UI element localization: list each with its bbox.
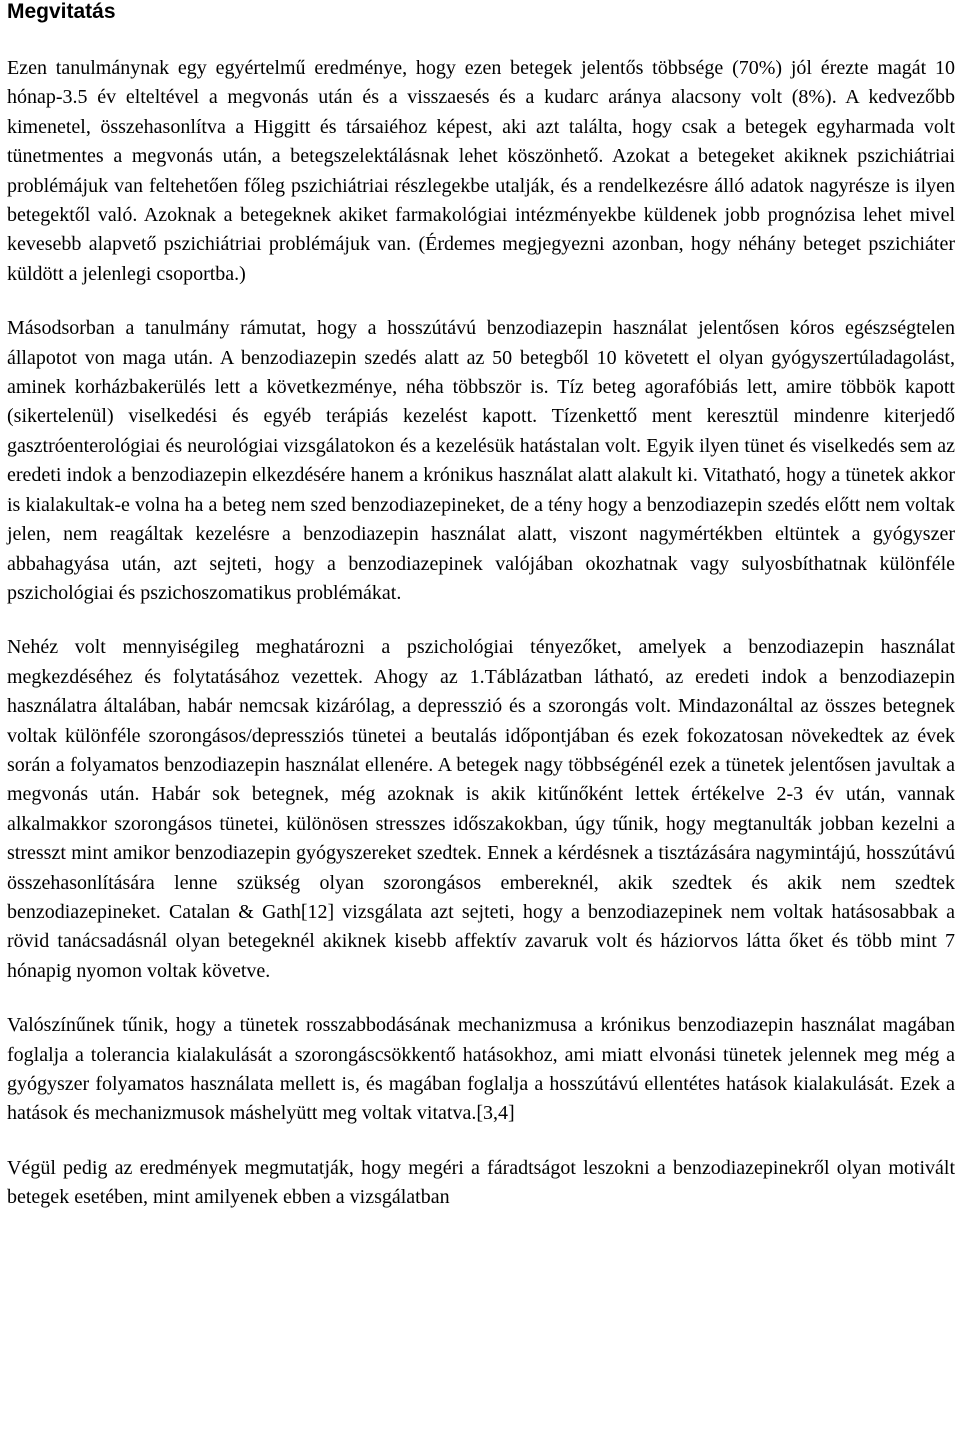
paragraph-psychological-factors: Nehéz volt mennyiségileg meghatározni a pszichológiai tényezőket, amelyek a benzodiazepin használat megkezdéséhez és folytatásához vezettek. Ahogy az 1.Táblázatban látható, az eredeti indok a benzodiazepin használatra általában, habár nemcsak kizárólag, a depresszió és a szorongás volt. Mindazonáltal az összes betegnek voltak különféle szorongásos/depressziós tünetei a beutalás időpontjában és ezek fokozatosan növekedtek az évek során a folyamatos benzodiazepin használat ellenére. A betegek nagy többségénél ezek a tünetek jelentősen javultak a megvonás után. Habár sok betegnek, még azoknak is akik kitűnőként lettek értékelve 2-3 év után, vannak alkalmakkor szorongásos tünetei, különösen stresszes időszakokban, úgy tűnik, hogy megtanulták jobban kezelni a stresszt mint amikor benzodiazepin gyógyszereket szedtek. Ennek a kérdésnek a tisztázására nagymintájú, hosszútávú összehasonlítására lenne szükség olyan szorongásos embereknél, akik szedtek és akik nem szedtek benzodiazepineket. Catalan & Gath[12] vizsgálata azt sejteti, hogy a benzodiazepinek nem voltak hatásosabbak a rövid tanácsadásnál olyan betegeknél akiknek kisebb affektív zavaruk volt és háziorvos látta őket és több mint 7 hónapig nyomon voltak követve.	[7, 636, 955, 982]
paragraph-results-summary: Ezen tanulmánynak egy egyértelmű eredménye, hogy ezen betegek jelentős többsége (70%) jól érezte magát 10 hónap-3.5 év elteltével a megvonás után és a visszaesés és a kudarc aránya alacsony volt (8%). A kedvezőbb kimenetel, összehasonlítva a Higgitt és társaiéhoz képest, aki azt találta, hogy csak a betegek egyharmada volt tünetmentes a megvonás után, a betegszelektálásnak lehet köszönhető. Azokat a betegeket akiknek pszichiátriai problémájuk van feltehetően főleg pszichiátriai részlegekbe utalják, és a rendelkezésre álló adatok nagyrésze is ilyen betegektől való. Azoknak a betegeknek akiket farmakológiai intézményekbe küldenek jobb prognózisa lehet mivel kevesebb alapvető pszichiátriai problémájuk van. (Érdemes megjegyezni azonban, hogy néhány beteget pszichiáter küldött a jelenlegi csoportba.)	[7, 57, 955, 285]
paragraph-long-term-use: Másodsorban a tanulmány rámutat, hogy a hosszútávú benzodiazepin használat jelentősen kóros egészségtelen állapotot von maga után. A benzodiazepin szedés alatt az 50 betegből 10 követett el olyan gyógyszertúladagolást, aminek korházbakerülés lett a következménye, néha többször is. Tíz beteg agorafóbiás lett, amire többök kapott (sikertelenül) viselkedési és egyéb terápiás kezelést kapott. Tízenkettő ment keresztül mindenre kiterjedő gasztróenterológiai és neurológiai vizsgálatokon és a kezelésük hatástalan volt. Egyik ilyen tünet és viselkedés sem az eredeti indok a benzodiazepin elkezdésére hanem a krónikus használat alatt alakult ki. Vitatható, hogy a tünetek akkor is kialakultak-e volna ha a beteg nem szed benzodiazepineket, de a tény hogy a benzodiazepin szedés előtt nem voltak jelen, nem reagáltak kezelésre a benzodiazepin használat alatt, viszont nagymértékben eltüntek a gyógyszer abbahagyása után, azt sejteti, hogy a benzodiazepinek valójában okozhatnak vagy sulyosbíthatnak különféle pszichológiai és pszichoszomatikus problémákat.	[7, 317, 955, 604]
section-heading: Megvitatás	[7, 0, 116, 23]
document-page	[7, 0, 955, 1213]
paragraph-mechanism: Valószínűnek tűnik, hogy a tünetek rosszabbodásának mechanizmusa a krónikus benzodiazepin használat magában foglalja a tolerancia kialakulását a szorongáscsökkentő hatásokhoz, ami miatt elvonási tünetek jelennek meg még a gyógyszer folyamatos használata mellett is, és magában foglalja a hosszútávú ellentétes hatások kialakulását. Ezek a hatások és mechanizmusok máshelyütt meg voltak vitatva.[3,4]	[7, 1014, 955, 1125]
paragraph-conclusion: Végül pedig az eredmények megmutatják, hogy megéri a fáradtságot leszokni a benzodiazepinekről olyan motivált betegek esetében, mint amilyenek ebben a vizsgálatban	[7, 1156, 955, 1209]
